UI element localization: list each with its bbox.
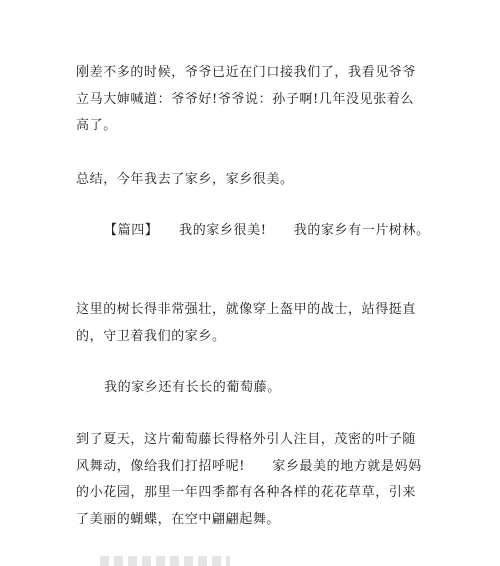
text-line: 【篇四】 我的家乡很美! 我的家乡有一片树林。 bbox=[104, 223, 430, 238]
text-line: 我的家乡还有长长的葡萄藤。 bbox=[104, 380, 281, 395]
text-line: 立马大婶喊道：爷爷好!爷爷说：孙子啊!几年没见张着么 bbox=[76, 91, 415, 107]
paragraph-arrival bbox=[76, 60, 426, 140]
paragraph-summary bbox=[76, 167, 426, 194]
text-line: 的，守卫着我们的家乡。 bbox=[76, 328, 226, 344]
text-line: 到了夏天，这片葡萄藤长得格外引人注目，茂密的叶子随 bbox=[76, 432, 417, 447]
text-line: 这里的树长得非常强壮，就像穿上盔甲的战士，站得挺直 bbox=[76, 302, 417, 317]
paragraph-summer-garden bbox=[76, 427, 426, 533]
paragraph-section-four-heading bbox=[104, 218, 454, 245]
text-line: 刚差不多的时候，爷爷已近在门口接我们了，我看见爷爷 bbox=[76, 65, 417, 80]
cut-off-text-line bbox=[100, 556, 230, 566]
text-line: 了美丽的蝴蝶，在空中翩翩起舞。 bbox=[76, 511, 281, 527]
paragraph-trees bbox=[76, 297, 426, 350]
text-line: 总结，今年我去了家乡，家乡很美。 bbox=[76, 172, 294, 187]
text-line: 风舞动，像给我们打招呼呢! 家乡最美的地方就是妈妈 bbox=[76, 458, 422, 474]
paragraph-grapevine bbox=[104, 375, 454, 402]
text-line: 高了。 bbox=[76, 118, 117, 133]
text-line: 的小花园，那里一年四季都有各种各样的花花草草，引来 bbox=[76, 485, 417, 500]
